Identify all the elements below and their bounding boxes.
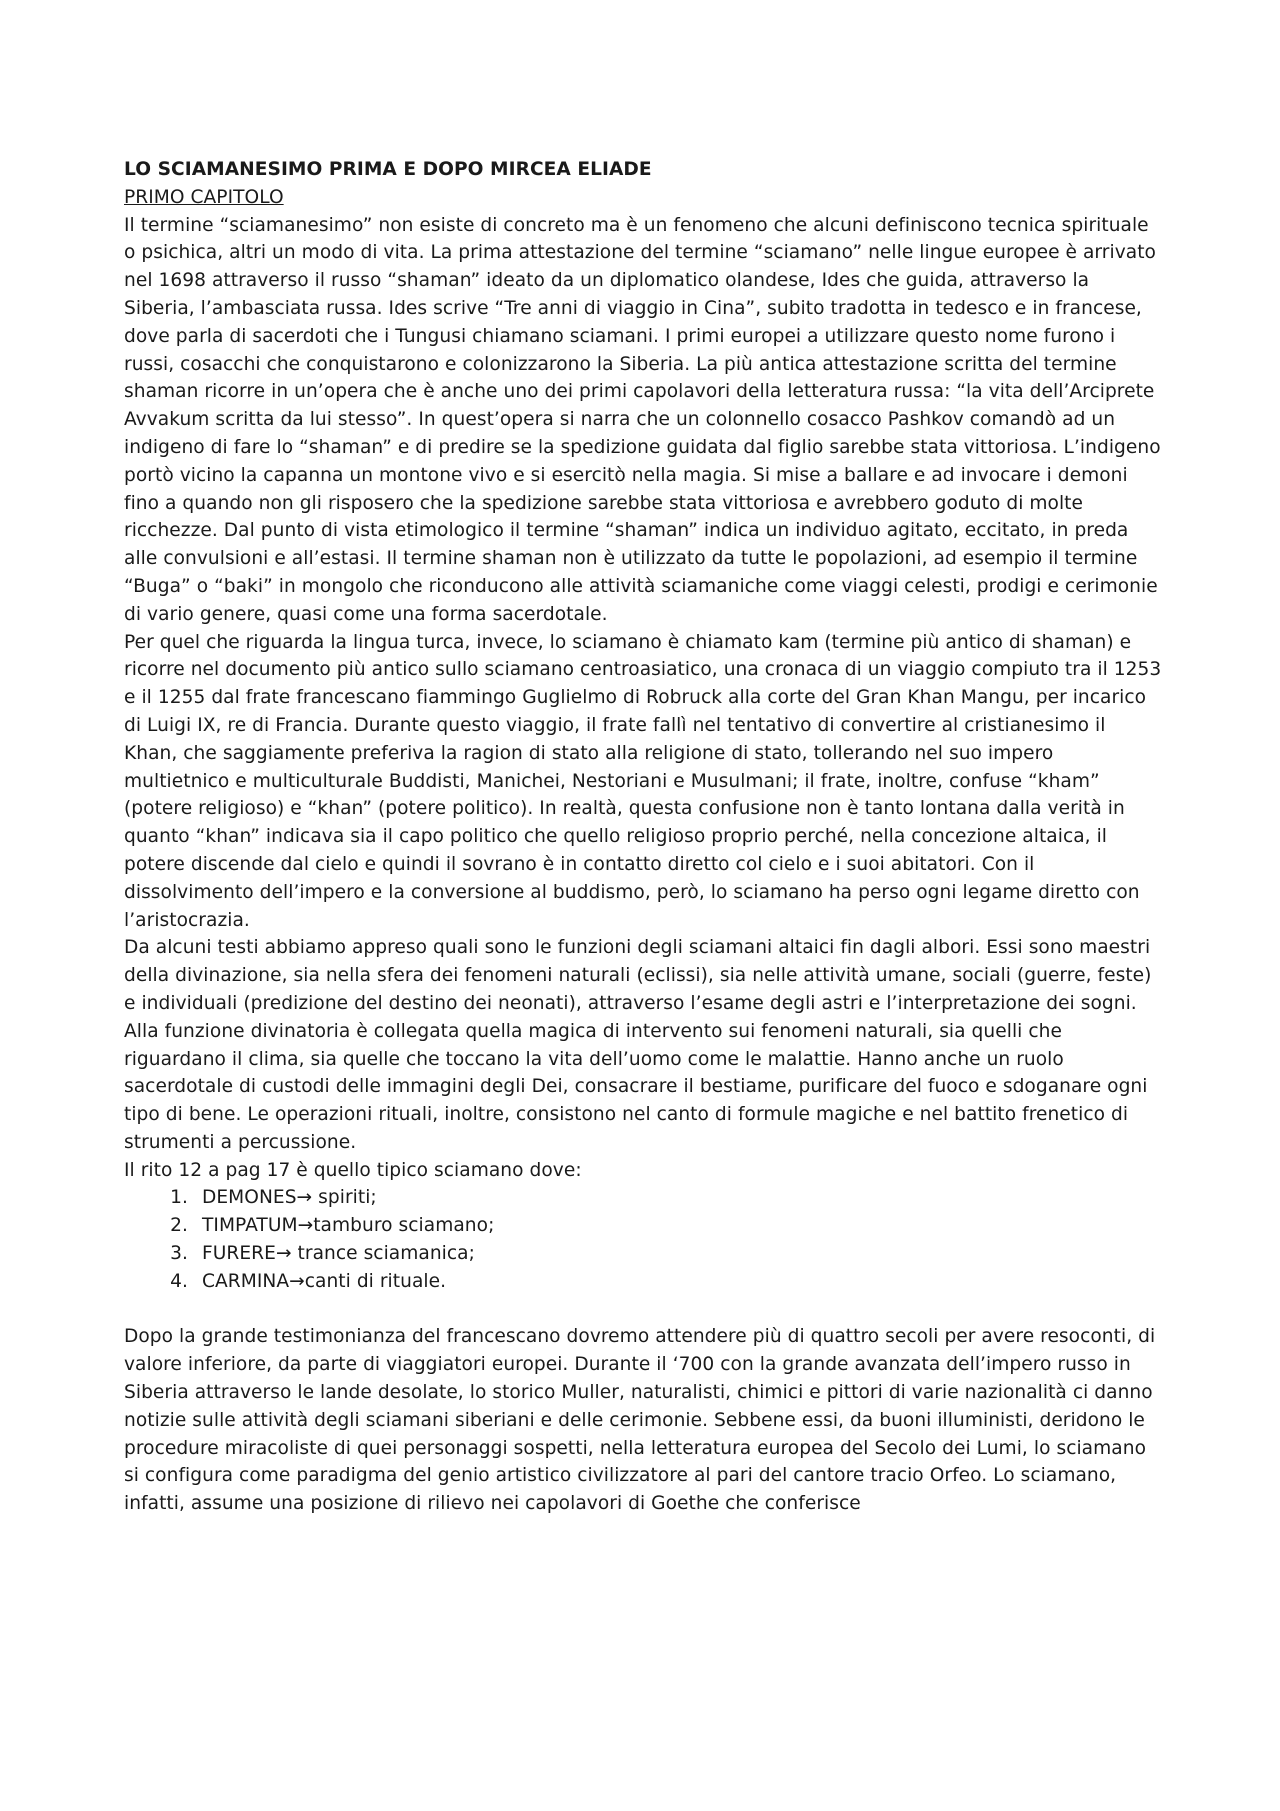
chapter-heading: PRIMO CAPITOLO bbox=[124, 186, 284, 208]
list-number: 2. bbox=[170, 1215, 188, 1237]
list-text: TIMPATUM→tamburo sciamano; bbox=[202, 1215, 495, 1237]
list-item bbox=[124, 1184, 1164, 1212]
list-text: FURERE→ trance sciamanica; bbox=[202, 1243, 475, 1265]
list-item bbox=[124, 1212, 1164, 1240]
paragraph-4: Il rito 12 a pag 17 è quello tipico sciamano dove: bbox=[124, 1159, 582, 1181]
document-page bbox=[124, 156, 1164, 1518]
rite-list bbox=[124, 1184, 1164, 1295]
list-number: 4. bbox=[170, 1270, 188, 1292]
blank-line bbox=[124, 1296, 1164, 1324]
paragraph-2: Per quel che riguarda la lingua turca, invece, lo sciamano è chiamato kam (termine più antico di shaman) e ricorre nel documento più antico sullo sciamano centroasiatico, una cronaca di un viaggio compiuto tra il 1253 e il 1255 dal frate francescano fiammingo Guglielmo di Robruck alla corte del Gran Khan Mangu, per incarico di Luigi IX, re di Francia. Durante questo viaggio, il frate fallì nel tentativo di convertire al cristianesimo il Khan, che saggiamente preferiva la ragion di stato alla religione di stato, tollerando nel suo impero multietnico e multiculturale Buddisti, Manichei, Nestoriani e Musulmani; il frate, inoltre, confuse “kham” (potere religioso) e “khan” (potere politico). In realtà, questa confusione non è tanto lontana dalla verità in quanto “khan” indicava sia il capo politico che quello religioso proprio perché, nella concezione altaica, il potere discende dal cielo e quindi il sovrano è in contatto diretto col cielo e i suoi abitatori. Con il dissolvimento dell’impero e la conversione al buddismo, però, lo sciamano ha perso ogni legame diretto con l’aristocrazia. bbox=[124, 631, 1162, 931]
list-number: 3. bbox=[170, 1243, 188, 1265]
paragraph-1: Il termine “sciamanesimo” non esiste di concreto ma è un fenomeno che alcuni definiscono tecnica spirituale o psichica, altri un modo di vita. La prima attestazione del termine “sciamano” nelle lingue europee è arrivato nel 1698 attraverso il russo “shaman” ideato da un diplomatico olandese, Ides che guida, attraverso la Siberia, l’ambasciata russa. Ides scrive “Tre anni di viaggio in Cina”, subito tradotta in tedesco e in francese, dove parla di sacerdoti che i Tungusi chiamano sciamani. I primi europei a utilizzare questo nome furono i russi, cosacchi che conquistarono e colonizzarono la Siberia. La più antica attestazione scritta del termine shaman ricorre in un’opera che è anche uno dei primi capolavori della letteratura russa: “la vita dell’Arciprete Avvakum scritta da lui stesso”. In quest’opera si narra che un colonnello cosacco Pashkov comandò ad un indigeno di fare lo “shaman” e di predire se la spedizione guidata dal figlio sarebbe stata vittoriosa. L’indigeno portò vicino la capanna un montone vivo e si esercitò nella magia. Si mise a ballare e ad invocare i demoni fino a quando non gli risposero che la spedizione sarebbe stata vittoriosa e avrebbero goduto di molte ricchezze. Dal punto di vista etimologico il termine “shaman” indica un individuo agitato, eccitato, in preda alle convulsioni e all’estasi. Il termine shaman non è utilizzato da tutte le popolazioni, ad esempio il termine “Buga” o “baki” in mongolo che riconducono alle attività sciamaniche come viaggi celesti, prodigi e cerimonie di vario genere, quasi come una forma sacerdotale. bbox=[124, 214, 1161, 625]
paragraph-3: Da alcuni testi abbiamo appreso quali sono le funzioni degli sciamani altaici fin dagli albori. Essi sono maestri della divinazione, sia nella sfera dei fenomeni naturali (eclissi), sia nelle attività umane, sociali (guerre, feste) e individuali (predizione del destino dei neonati), attraverso l’esame degli astri e l’interpretazione dei sogni. Alla funzione divinatoria è collegata quella magica di intervento sui fenomeni naturali, sia quelli che riguardano il clima, sia quelle che toccano la vita dell’uomo come le malattie. Hanno anche un ruolo sacerdotale di custodi delle immagini degli Dei, consacrare il bestiame, purificare del fuoco e sdoganare ogni tipo di bene. Le operazioni rituali, inoltre, consistono nel canto di formule magiche e nel battito frenetico di strumenti a percussione. bbox=[124, 937, 1152, 1153]
list-number: 1. bbox=[170, 1187, 188, 1209]
document-title: LO SCIAMANESIMO PRIMA E DOPO MIRCEA ELIADE bbox=[124, 159, 652, 180]
list-item bbox=[124, 1268, 1164, 1296]
list-text: DEMONES→ spiriti; bbox=[202, 1187, 377, 1209]
list-item bbox=[124, 1240, 1164, 1268]
list-text: CARMINA→canti di rituale. bbox=[202, 1270, 447, 1292]
closing-paragraph: Dopo la grande testimonianza del francescano dovremo attendere più di quattro secoli per avere resoconti, di valore inferiore, da parte di viaggiatori europei. Durante il ‘700 con la grande avanzata dell’impero russo in Siberia attraverso le lande desolate, lo storico Muller, naturalisti, chimici e pittori di varie nazionalità ci danno notizie sulle attività degli sciamani siberiani e delle cerimonie. Sebbene essi, da buoni illuministi, deridono le procedure miracoliste di quei personaggi sospetti, nella letteratura europea del Secolo dei Lumi, lo sciamano si configura come paradigma del genio artistico civilizzatore al pari del cantore tracio Orfeo. Lo sciamano, infatti, assume una posizione di rilievo nei capolavori di Goethe che conferisce bbox=[124, 1326, 1156, 1515]
